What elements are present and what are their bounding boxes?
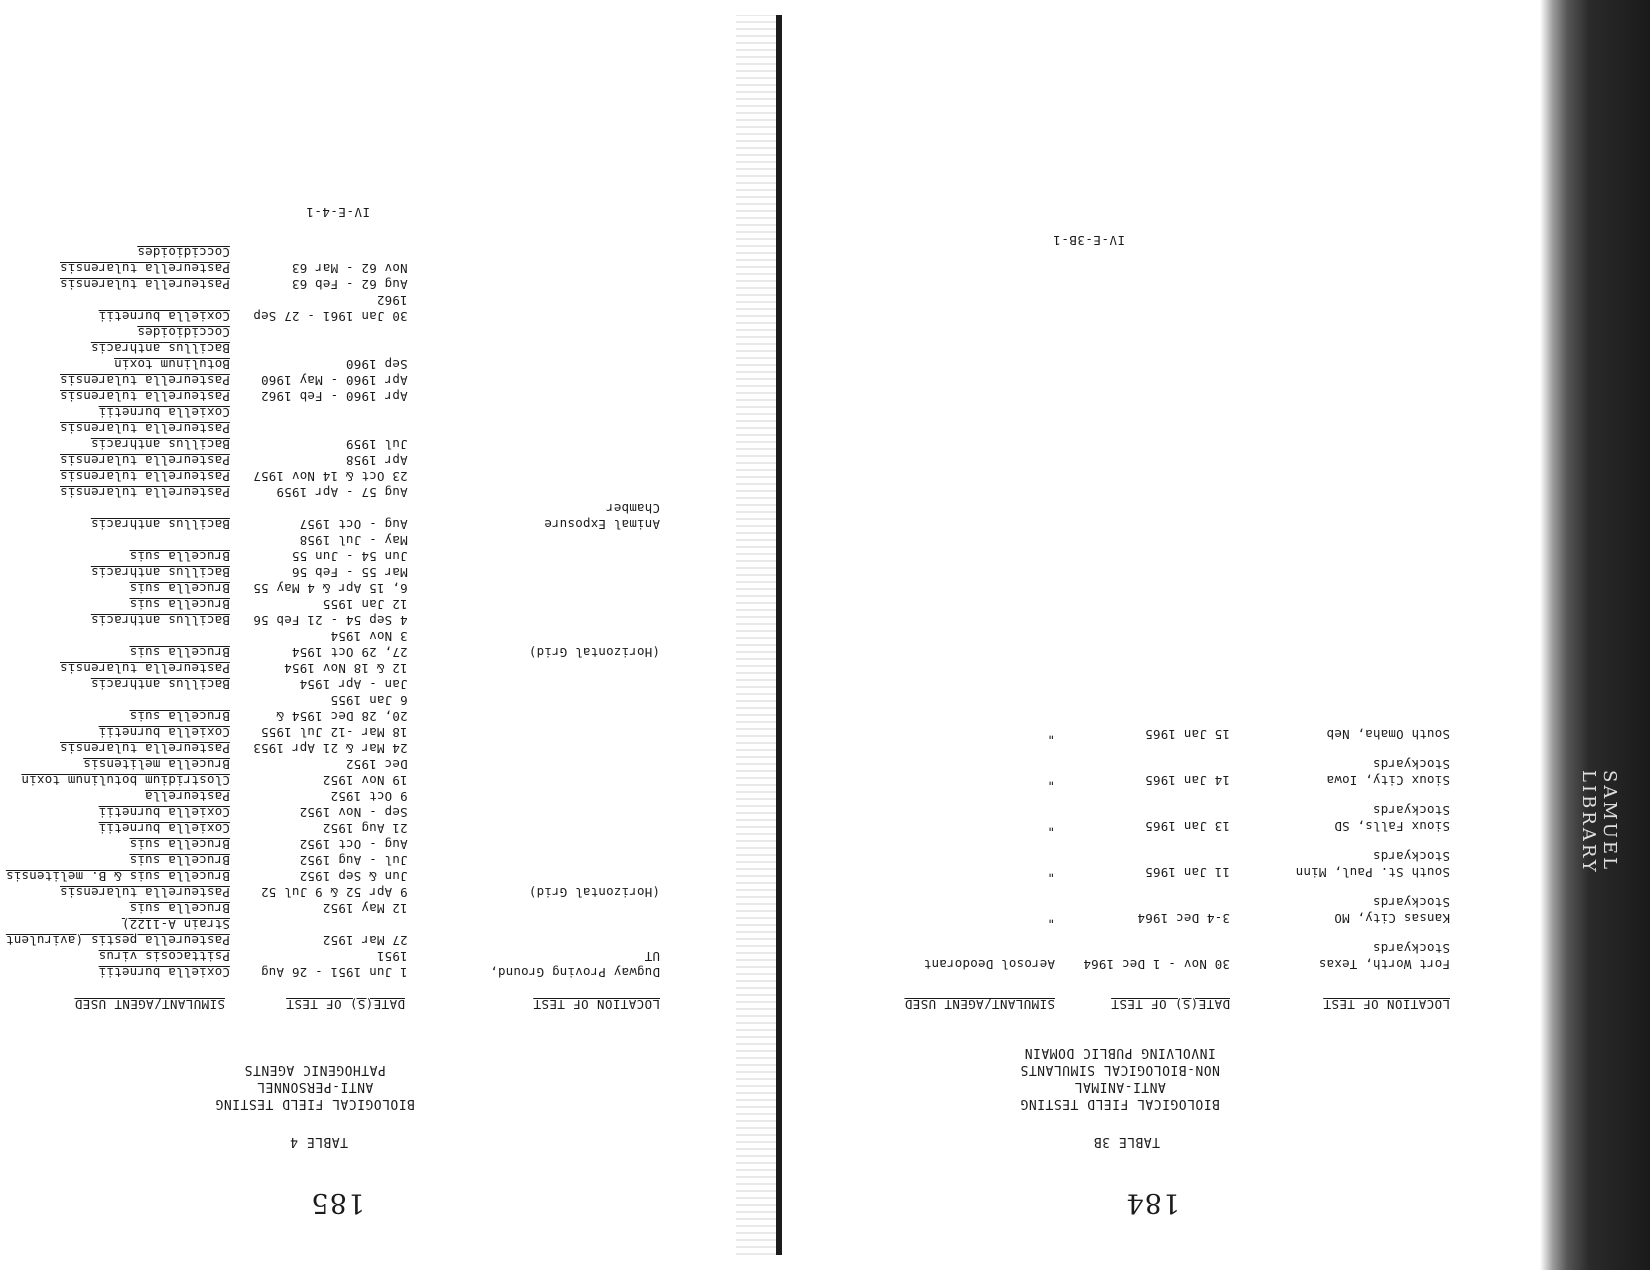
col-header-agent: SIMULANT/AGENT USED	[74, 997, 225, 1012]
date-cell: Jan - Apr 1954	[299, 677, 408, 692]
table-row	[0, 436, 660, 452]
table-row	[0, 324, 660, 340]
date-cell: Aug - Oct 1957	[299, 517, 408, 532]
table-row	[0, 292, 660, 308]
table-row	[0, 260, 660, 276]
table-row	[885, 926, 1450, 972]
agent-cell	[0, 500, 230, 516]
table-row	[0, 740, 660, 756]
agent-cell: Pasteurella tularensis	[59, 453, 230, 468]
location-cell	[408, 564, 660, 580]
agent-cell: Pasteurella tularensis	[59, 469, 230, 484]
agent-cell: Bacillus anthracis	[90, 341, 230, 356]
heading-line: ANTI-ANIMAL	[1074, 1079, 1166, 1094]
location-cell	[408, 788, 660, 804]
location-cell	[1230, 926, 1450, 972]
date-cell: 27, 29 Oct 1954	[291, 645, 408, 660]
location-cell	[408, 932, 660, 948]
table-row	[0, 468, 660, 484]
location-cell	[1230, 834, 1450, 880]
agent-cell: Coxiella burnetii	[98, 821, 230, 836]
heading-line: BIOLOGICAL FIELD TESTING	[215, 1096, 415, 1111]
date-cell: 1962	[376, 293, 408, 308]
location-cell	[1230, 880, 1450, 926]
date-cell: 12 May 1952	[322, 901, 408, 916]
agent-cell: Pasteurella tularensis	[59, 373, 230, 388]
agent-cell: Pasteurella tularensis	[59, 741, 230, 756]
table-row	[0, 660, 660, 676]
date-cell: 6, 15 Apr & 4 May 55	[253, 581, 408, 596]
table-row	[0, 644, 660, 660]
data-table	[885, 696, 1450, 972]
agent-cell: "	[1047, 819, 1055, 834]
location-text: Kansas City, MO	[1334, 911, 1450, 926]
location-cell	[408, 388, 660, 404]
location-subtext: Stockyards	[1372, 941, 1450, 956]
table-row	[0, 916, 660, 932]
agent-cell: Brucella suis	[129, 901, 230, 916]
date-cell: 9 Oct 1952	[330, 789, 408, 804]
agent-cell: Bacillus anthracis	[90, 677, 230, 692]
table-row	[0, 820, 660, 836]
table-row	[0, 548, 660, 564]
agent-cell: Bacillus anthracis	[90, 565, 230, 580]
date-cell: Jul - Aug 1952	[299, 853, 408, 868]
page-184	[770, 0, 1650, 1270]
location-cell: (Horizontal Grid)	[528, 885, 660, 900]
date-cell: Aug 62 - Feb 63	[291, 277, 408, 292]
col-header-agent: SIMULANT/AGENT USED	[904, 997, 1055, 1012]
agent-cell	[0, 292, 230, 308]
date-cell: 13 Jan 1965	[1145, 819, 1230, 834]
table-row	[885, 742, 1450, 788]
date-cell: 11 Jan 1965	[1145, 865, 1230, 880]
table-heading	[970, 1044, 1270, 1112]
agent-cell: "	[1047, 865, 1055, 880]
date-cell	[230, 404, 408, 420]
date-cell: 4 Sep 54 - 21 Feb 56	[253, 613, 408, 628]
location-cell: UT	[644, 949, 660, 964]
location-text: Fort Worth, Texas	[1318, 957, 1450, 972]
date-cell: 15 Jan 1965	[1145, 727, 1230, 742]
location-cell	[408, 436, 660, 452]
table-row	[885, 696, 1450, 742]
location-cell	[408, 628, 660, 644]
agent-cell: Brucella suis	[129, 549, 230, 564]
table-title: TABLE 3B	[1093, 1134, 1160, 1149]
date-cell: 12 Jan 1955	[322, 597, 408, 612]
table-row	[0, 676, 660, 692]
location-text: Sioux City, Iowa	[1326, 773, 1450, 788]
date-cell: 3 Nov 1954	[330, 629, 408, 644]
table-row	[0, 868, 660, 884]
location-subtext: Stockyards	[1372, 803, 1450, 818]
agent-cell	[0, 692, 230, 708]
date-cell: May - Jul 1958	[299, 533, 408, 548]
page-footer: IV-E-4-1	[305, 205, 370, 220]
location-cell	[408, 532, 660, 548]
date-cell: 14 Jan 1965	[1145, 773, 1230, 788]
binding-stamp: SAMUEL LIBRARY	[1578, 770, 1620, 875]
date-cell: Apr 1960 - Feb 1962	[260, 389, 408, 404]
location-cell	[408, 404, 660, 420]
table-row	[0, 516, 660, 532]
table-row	[0, 580, 660, 596]
agent-cell: Pasteurella	[144, 789, 230, 804]
location-cell	[408, 452, 660, 468]
date-cell: 1 Jun 1951 - 26 Aug	[260, 965, 408, 980]
heading-line: NON-BIOLOGICAL SIMULANTS	[1020, 1062, 1220, 1077]
col-header-location: LOCATION OF TEST	[1323, 997, 1450, 1012]
location-cell	[1230, 696, 1450, 742]
agent-cell: Pasteurella tularensis	[59, 261, 230, 276]
agent-cell: Bacillus anthracis	[90, 517, 230, 532]
agent-cell: Bacillus anthracis	[90, 613, 230, 628]
col-header-date: DATE(S) OF TEST	[286, 997, 405, 1012]
table-row	[0, 404, 660, 420]
location-cell	[408, 708, 660, 724]
table-row	[0, 964, 660, 980]
agent-cell: Brucella suis	[129, 645, 230, 660]
location-subtext: Stockyards	[1372, 895, 1450, 910]
heading-line: BIOLOGICAL FIELD TESTING	[1020, 1096, 1220, 1111]
location-cell	[408, 724, 660, 740]
table-row	[0, 692, 660, 708]
date-cell: Aug - Oct 1952	[299, 837, 408, 852]
location-cell: Animal Exposure	[544, 517, 660, 532]
location-subtext: Stockyards	[1372, 757, 1450, 772]
agent-cell: Pasteurella tularensis	[59, 885, 230, 900]
location-cell	[408, 276, 660, 292]
date-cell: 30 Jan 1961 - 27 Sep	[253, 309, 408, 324]
table-title: TABLE 4	[289, 1134, 348, 1149]
date-cell	[230, 244, 408, 260]
location-cell	[408, 820, 660, 836]
table-row	[0, 276, 660, 292]
page-185	[0, 0, 760, 1270]
date-cell: 18 Mar -12 Jul 1955	[260, 725, 408, 740]
location-cell	[408, 596, 660, 612]
location-cell	[408, 868, 660, 884]
agent-cell: Coccidioides	[137, 325, 230, 340]
table-row	[0, 356, 660, 372]
agent-cell: Coxiella burnetii	[98, 725, 230, 740]
table-row	[0, 388, 660, 404]
location-cell: (Horizontal Grid)	[528, 645, 660, 660]
agent-cell: Coxiella burnetii	[98, 309, 230, 324]
date-cell: 27 Mar 1952	[322, 933, 408, 948]
table-row	[0, 884, 660, 900]
location-cell	[408, 660, 660, 676]
agent-cell: Pasteurella tularensis	[59, 389, 230, 404]
agent-cell	[0, 532, 230, 548]
agent-cell: Brucella suis	[129, 709, 230, 724]
agent-cell: Brucella suis	[129, 853, 230, 868]
agent-cell: Botulinum toxin	[114, 357, 230, 372]
agent-cell	[0, 628, 230, 644]
location-text: South St. Paul, Minn	[1295, 865, 1450, 880]
heading-line: PATHOGENIC AGENTS	[244, 1062, 386, 1077]
agent-cell: Coxiella burnetii	[98, 405, 230, 420]
location-text: South Omaha, Neb	[1326, 727, 1450, 742]
table-row	[0, 372, 660, 388]
table-row	[0, 612, 660, 628]
date-cell: Aug 57 - Apr 1959	[276, 485, 408, 500]
date-cell: 30 Nov - 1 Dec 1964	[1083, 957, 1230, 972]
location-cell	[408, 356, 660, 372]
agent-cell: Pasteurella tularensis	[59, 485, 230, 500]
table-row	[0, 596, 660, 612]
agent-cell: Pasteurella tularensis	[59, 661, 230, 676]
location-cell	[408, 804, 660, 820]
agent-cell: Brucella suis	[129, 837, 230, 852]
date-cell: Jul 1959	[345, 437, 408, 452]
location-cell	[408, 292, 660, 308]
location-cell: Chamber	[605, 501, 660, 516]
date-cell: 21 Aug 1952	[322, 821, 408, 836]
location-cell	[408, 548, 660, 564]
col-header-date: DATE(S) OF TEST	[1111, 997, 1230, 1012]
agent-cell: Coxiella burnetii	[98, 805, 230, 820]
table-row	[0, 932, 660, 948]
location-cell	[408, 468, 660, 484]
location-cell	[408, 612, 660, 628]
table-row	[885, 834, 1450, 880]
table-row	[0, 532, 660, 548]
date-cell	[230, 340, 408, 356]
table-row	[0, 452, 660, 468]
agent-cell: Pasteurella tularensis	[59, 277, 230, 292]
date-cell: Apr 1960 - May 1960	[260, 373, 408, 388]
location-cell	[408, 772, 660, 788]
col-header-location: LOCATION OF TEST	[533, 997, 660, 1012]
agent-cell: Aerosol Deodorant	[923, 957, 1055, 972]
location-cell	[408, 580, 660, 596]
table-row	[0, 484, 660, 500]
table-row	[0, 948, 660, 964]
page-number: 184	[1125, 1187, 1180, 1218]
table-heading	[170, 1061, 460, 1112]
agent-cell: "	[1047, 773, 1055, 788]
table-row	[0, 772, 660, 788]
location-cell	[1230, 742, 1450, 788]
page-gutter	[776, 15, 782, 1255]
date-cell: 3-4 Dec 1964	[1137, 911, 1230, 926]
date-cell: Jun & Sep 1952	[299, 869, 408, 884]
table-row	[0, 788, 660, 804]
table-row	[0, 836, 660, 852]
table-row	[0, 708, 660, 724]
agent-cell: "	[1047, 727, 1055, 742]
agent-cell: Coccidioides	[137, 245, 230, 260]
agent-cell: Coxiella burnetii	[98, 965, 230, 980]
location-cell	[408, 260, 660, 276]
table-row	[0, 420, 660, 436]
date-cell: 19 Nov 1952	[322, 773, 408, 788]
agent-cell: Brucella suis & B. melitensis	[5, 869, 230, 884]
heading-line: ANTI-PERSONNEL	[256, 1079, 374, 1094]
location-cell	[408, 916, 660, 932]
binding-shadow	[1540, 0, 1650, 1270]
location-text: Sioux Falls, SD	[1334, 819, 1450, 834]
date-cell	[230, 916, 408, 932]
date-cell: Nov 62 - Mar 63	[291, 261, 408, 276]
table-row	[0, 628, 660, 644]
location-cell	[1230, 788, 1450, 834]
location-cell	[408, 740, 660, 756]
date-cell: 1951	[376, 949, 408, 964]
location-cell	[408, 324, 660, 340]
agent-cell: Brucella melitensis	[83, 757, 230, 772]
date-cell: 20, 28 Dec 1954 &	[276, 709, 408, 724]
date-cell	[230, 420, 408, 436]
location-cell	[408, 340, 660, 356]
table-row	[0, 340, 660, 356]
location-cell: Dugway Proving Ground,	[490, 965, 660, 980]
agent-cell: Brucella suis	[129, 597, 230, 612]
page-number: 185	[310, 1187, 365, 1218]
location-cell	[408, 836, 660, 852]
table-row	[0, 308, 660, 324]
agent-cell: Pasteurella pestis (avirulent	[5, 933, 230, 948]
agent-cell: Bacillus anthracis	[90, 437, 230, 452]
date-cell: Mar 55 - Feb 56	[291, 565, 408, 580]
page-footer: IV-E-3B-1	[1052, 233, 1125, 248]
table-row	[0, 564, 660, 580]
location-subtext: Stockyards	[1372, 849, 1450, 864]
date-cell: Sep - Nov 1952	[299, 805, 408, 820]
date-cell: 24 Mar & 21 Apr 1953	[253, 741, 408, 756]
location-cell	[408, 484, 660, 500]
date-cell: 9 Apr 52 & 9 Jul 52	[260, 885, 408, 900]
table-row	[0, 756, 660, 772]
data-table	[0, 244, 660, 980]
location-cell	[408, 676, 660, 692]
agent-cell: Clostridium botulinum toxin	[21, 773, 230, 788]
date-cell: 6 Jan 1955	[330, 693, 408, 708]
location-cell	[408, 852, 660, 868]
agent-cell: Psittacosis virus	[98, 949, 230, 964]
date-cell	[230, 324, 408, 340]
location-cell	[408, 244, 660, 260]
date-cell: Jun 54 - Jun 55	[291, 549, 408, 564]
table-row	[885, 880, 1450, 926]
agent-cell: "	[1047, 911, 1055, 926]
date-cell: Sep 1960	[345, 357, 408, 372]
table-row	[0, 244, 660, 260]
table-row	[0, 804, 660, 820]
table-row	[0, 852, 660, 868]
heading-line: INVOLVING PUBLIC DOMAIN	[1024, 1045, 1216, 1060]
location-cell	[408, 420, 660, 436]
location-cell	[408, 756, 660, 772]
table-row	[0, 500, 660, 516]
date-cell	[230, 500, 408, 516]
location-cell	[408, 692, 660, 708]
table-row	[0, 724, 660, 740]
date-cell: 12 & 18 Nov 1954	[284, 661, 408, 676]
date-cell: Apr 1958	[345, 453, 408, 468]
table-row	[885, 788, 1450, 834]
agent-cell: Pasteurella tularensis	[59, 421, 230, 436]
location-cell	[408, 900, 660, 916]
location-cell	[408, 372, 660, 388]
location-cell	[408, 308, 660, 324]
date-cell: 23 Oct & 14 Nov 1957	[253, 469, 408, 484]
agent-cell: Brucella suis	[129, 581, 230, 596]
date-cell: Dec 1952	[345, 757, 408, 772]
agent-cell: Strain A-1122)	[121, 917, 230, 932]
table-row	[0, 900, 660, 916]
